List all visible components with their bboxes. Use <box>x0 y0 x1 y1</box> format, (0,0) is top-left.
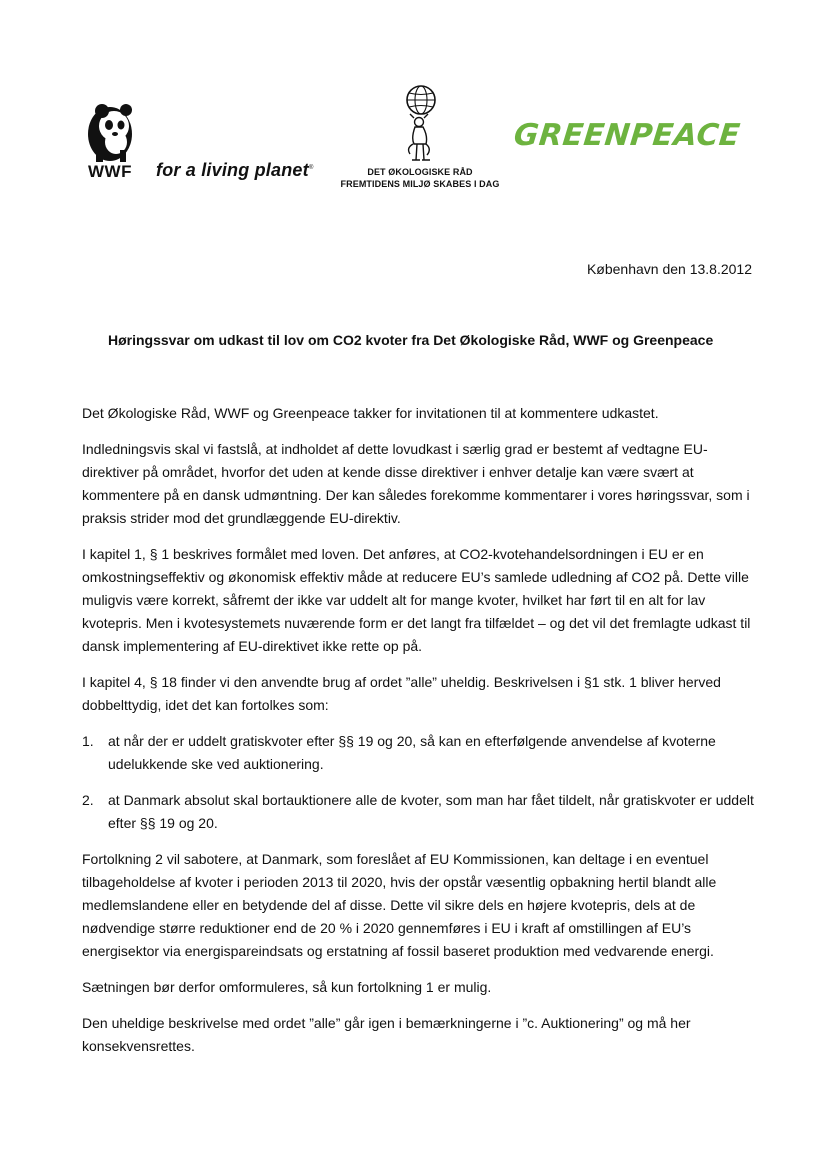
eco-council-name: DET ØKOLOGISKE RÅD <box>367 167 473 177</box>
paragraph-preface: Indledningsvis skal vi fastslå, at indholdet af dette lovudkast i særlig grad er bestemt af vedtagne EU-direktiver på området, hvorfor det uden at kende disse direktiver i enhver detalje kan være svært at kommentere på en dansk udmøntning. Der kan således forekomme kommentarer i vores høringssvar, som i praksis strider mod det grundlæggende EU-direktiv. <box>82 441 750 526</box>
date-line: København den 13.8.2012 <box>586 261 752 277</box>
paragraph-auctioning: Den uheldige beskrivelse med ordet ”alle” går igen i bemærkningerne i ”c. Auktionering” og må her konsekvensrettes. <box>82 1015 691 1054</box>
list-item <box>82 789 754 835</box>
eco-council-logo <box>330 84 510 190</box>
greenpeace-logo <box>514 118 740 153</box>
paragraph-chapter-1: I kapitel 1, § 1 beskrives formålet med loven. Det anføres, at CO2-kvotehandelsordningen i EU er en omkostningseffektiv og økonomisk effektiv måde at reducere EU’s samlede udledning af CO2 på. Dette ville muligvis være korrekt, såfremt der ikke var uddelt alt for mange kvoter, hvilket har ført til en alt for lav kvotepris. Men i kvotesystemets nuværende form er det langt fra tilfældet – og det vil det fremlagte udkast til dansk implementering af EU-direktivet ikke rette op på. <box>82 546 751 654</box>
paragraph-reformulate: Sætningen bør derfor omformuleres, så kun fortolkning 1 er mulig. <box>82 979 492 995</box>
list-text: at når der er uddelt gratiskvoter efter §§ 19 og 20, så kan en efterfølgende anvendelse af kvoterne udelukkende ske ved auktionering. <box>108 733 716 772</box>
list-item <box>82 730 754 776</box>
letter-title: Høringssvar om udkast til lov om CO2 kvoter fra Det Økologiske Råd, WWF og Greenpeace <box>108 332 714 348</box>
wwf-tagline <box>156 160 313 181</box>
wwf-tagline-text: for a living planet <box>156 160 309 180</box>
paragraph-intro: Det Økologiske Råd, WWF og Greenpeace takker for invitationen til at kommentere udkastet. <box>82 405 659 421</box>
letter-body <box>82 402 754 1071</box>
wwf-logo-text: WWF <box>88 162 132 181</box>
greenpeace-wordmark: GREENPEACE <box>512 118 742 153</box>
paragraph-chapter-4: I kapitel 4, § 18 finder vi den anvendte brug af ordet ”alle” uheldig. Beskrivelsen i §1 stk. 1 bliver herved dobbelttydig, idet det kan fortolkes som: <box>82 674 721 713</box>
registered-mark: ® <box>308 165 314 171</box>
list-number: 2. <box>82 792 94 808</box>
wwf-logo <box>80 98 140 184</box>
list-number: 1. <box>82 733 94 749</box>
eco-council-slogan: FREMTIDENS MILJØ SKABES I DAG <box>340 179 500 189</box>
paragraph-interpretation: Fortolkning 2 vil sabotere, at Danmark, som foreslået af EU Kommissionen, kan deltage i en eventuel tilbageholdelse af kvoter i perioden 2013 til 2020, hvis der opstår væsentlig opbakning hertil blandt alle medlemslandene eller en betydende del af disse. Dette vil sikre dels en højere kvotepris, dels at de nødvendige større reduktioner end de 20 % i 2020 gennemføres i EU i kraft af omstillingen af EU’s energisektor via energispareindsats og erstatning af fossil baseret produktion med vedvarende energi. <box>82 851 717 959</box>
list-text: at Danmark absolut skal bortauktionere alle de kvoter, som man har fået tildelt, når gratiskvoter er uddelt efter §§ 19 og 20. <box>108 792 754 831</box>
panda-icon <box>80 98 140 164</box>
globe-figure-icon <box>400 84 440 166</box>
